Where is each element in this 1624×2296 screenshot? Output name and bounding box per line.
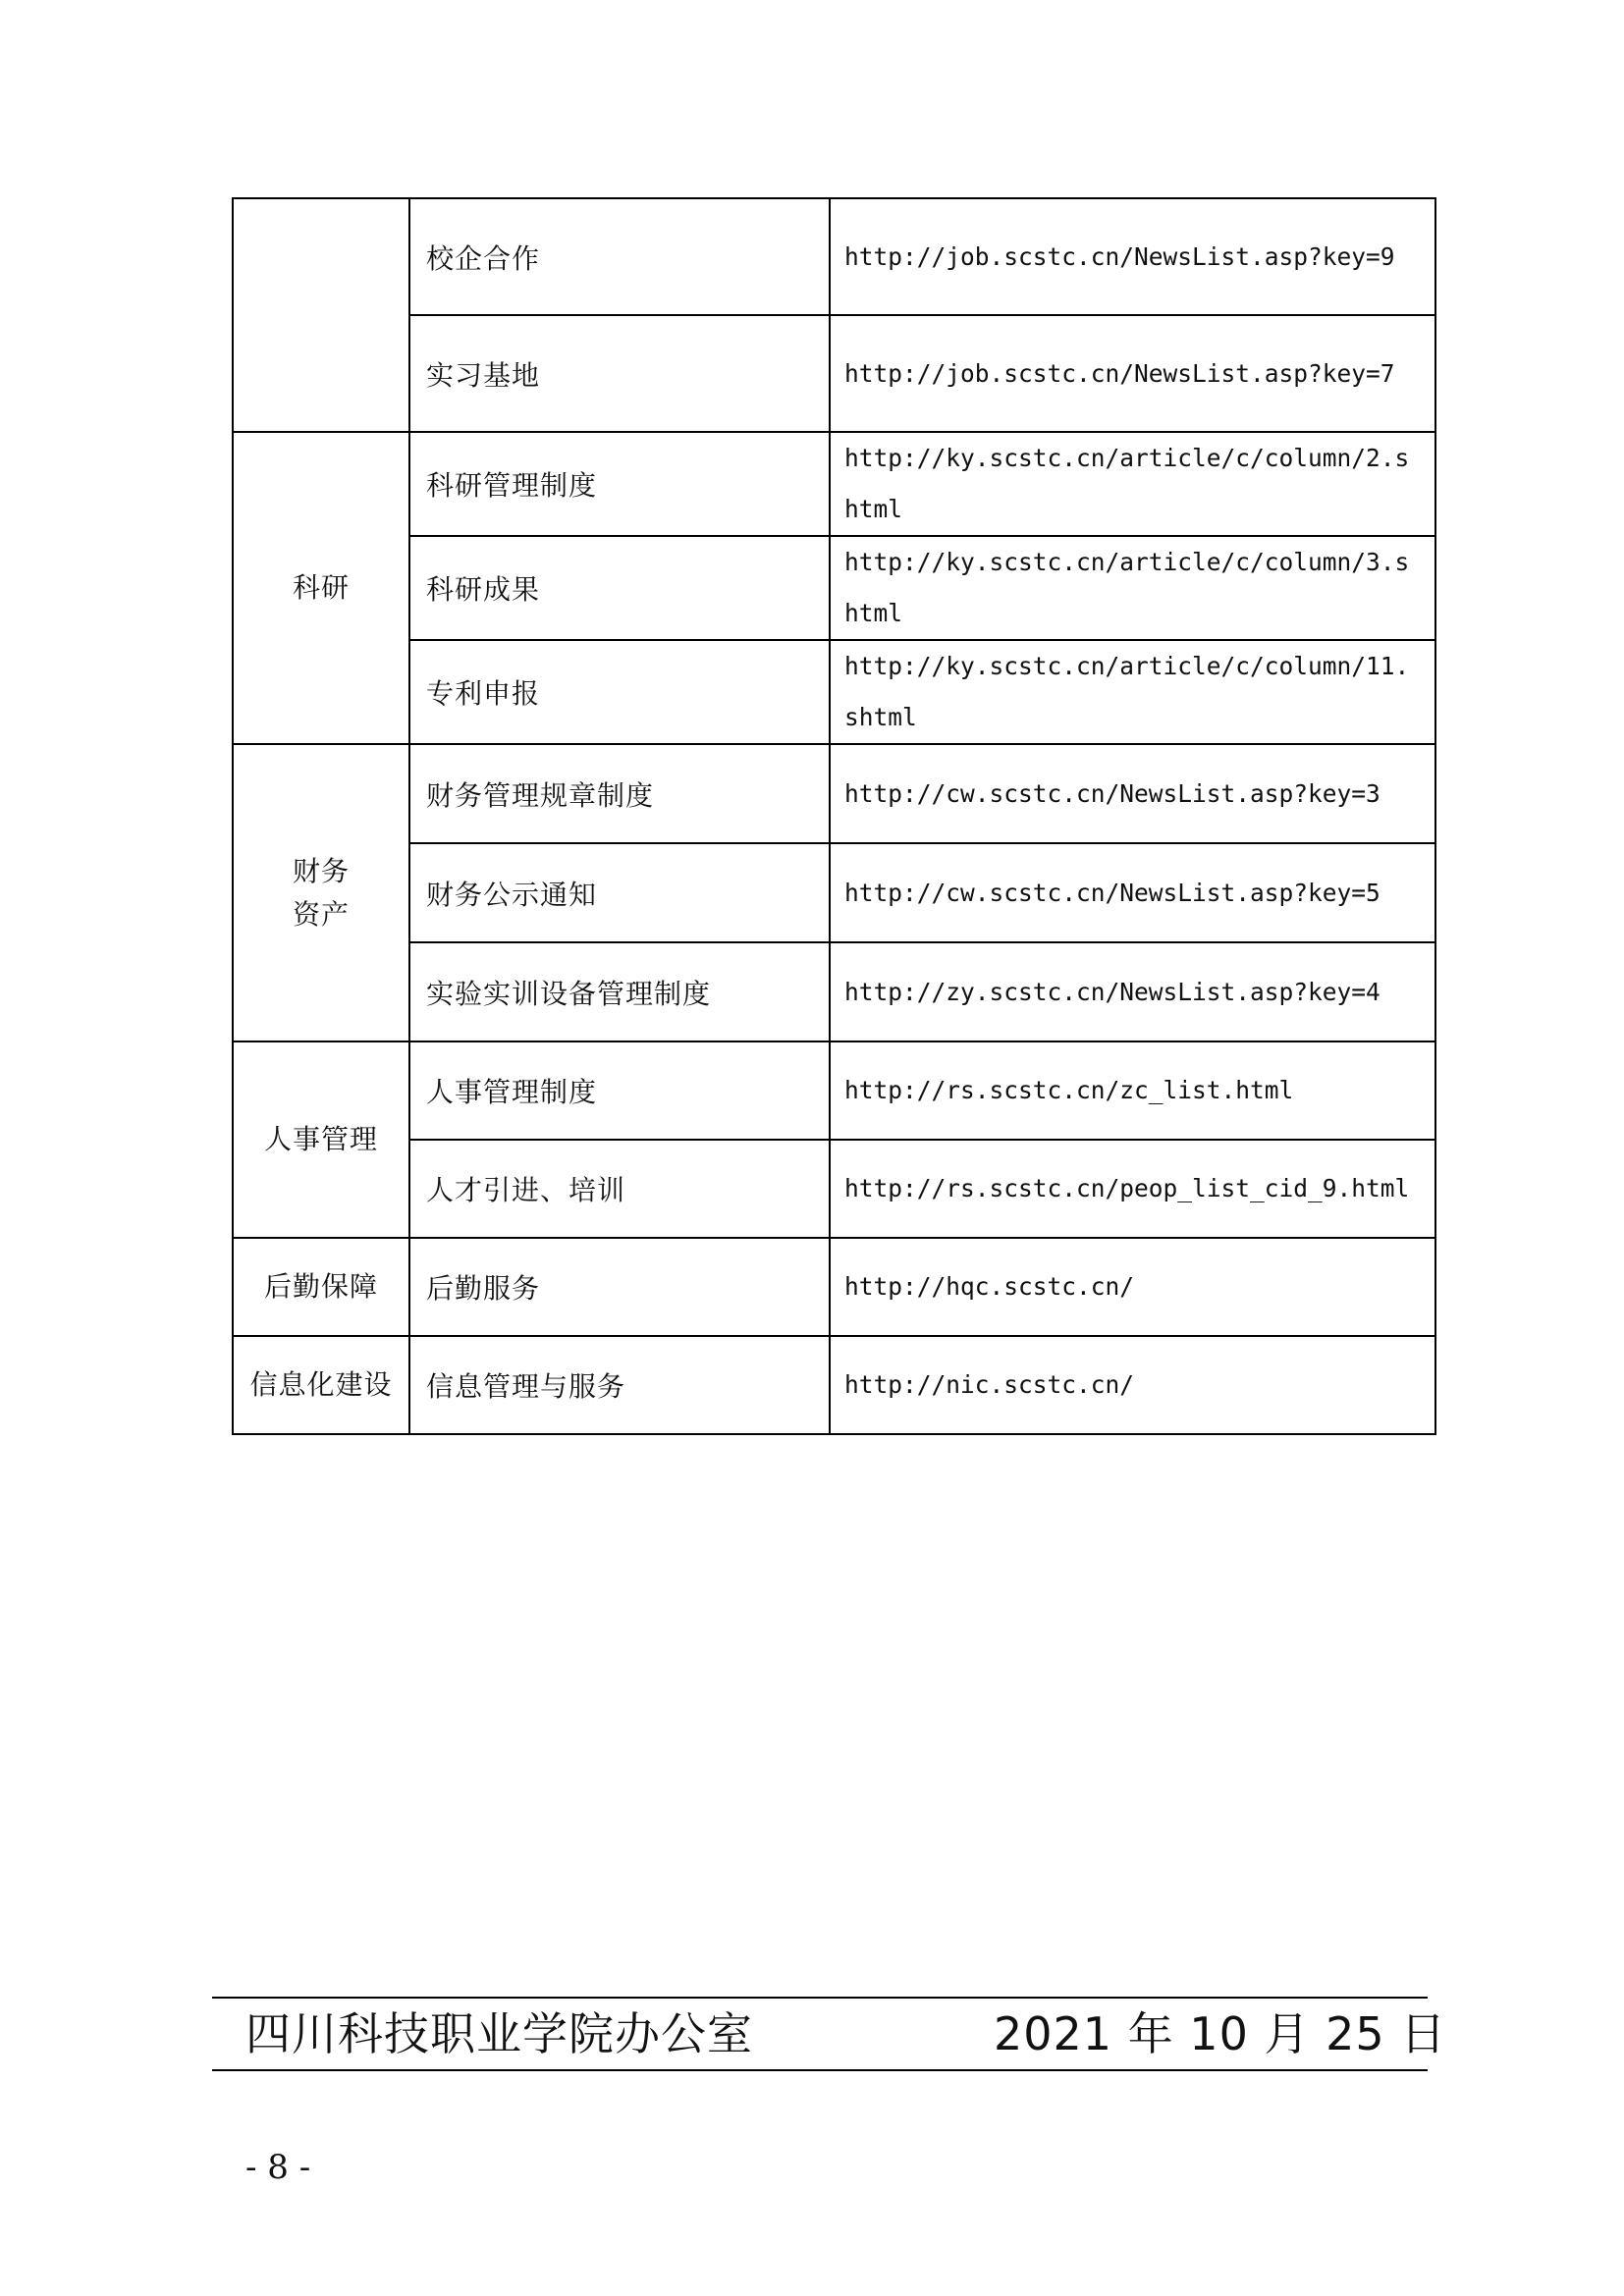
- page-number: - 8 -: [245, 2148, 311, 2187]
- table-row: [233, 536, 1435, 640]
- category-cell-hr: 人事管理: [233, 1041, 409, 1238]
- url-line[interactable]: http://hqc.scstc.cn/: [844, 1272, 1135, 1301]
- table-row: [233, 198, 1435, 315]
- url-cell[interactable]: [830, 640, 1435, 744]
- url-line[interactable]: http://rs.scstc.cn/zc_list.html: [844, 1076, 1294, 1104]
- url-line[interactable]: html: [844, 495, 903, 523]
- table-row: [233, 1336, 1435, 1434]
- url-line[interactable]: http://cw.scstc.cn/NewsList.asp?key=3: [844, 778, 1380, 808]
- item-cell: 校企合作: [409, 198, 830, 315]
- url-cell[interactable]: [830, 536, 1435, 640]
- url-cell[interactable]: [830, 432, 1435, 536]
- url-cell[interactable]: [830, 1336, 1435, 1434]
- url-line[interactable]: http://nic.scstc.cn/: [844, 1370, 1135, 1399]
- url-cell[interactable]: [830, 1140, 1435, 1238]
- table-row: [233, 744, 1435, 843]
- links-table: [232, 197, 1436, 1435]
- table-row: [233, 315, 1435, 432]
- footer-bottom-rule: [212, 2069, 1428, 2071]
- item-cell: 专利申报: [409, 640, 830, 744]
- category-cell-research: 科研: [233, 432, 409, 744]
- url-line[interactable]: http://job.scstc.cn/NewsList.asp?key=7: [844, 358, 1395, 388]
- table-row: [233, 1041, 1435, 1140]
- item-cell: 人事管理制度: [409, 1041, 830, 1140]
- item-cell: 科研管理制度: [409, 432, 830, 536]
- category-line: 财务: [292, 854, 350, 887]
- item-cell: 信息管理与服务: [409, 1336, 830, 1434]
- item-cell: 科研成果: [409, 536, 830, 640]
- url-line[interactable]: http://ky.scstc.cn/article/c/column/11.: [844, 652, 1410, 680]
- url-cell[interactable]: [830, 315, 1435, 432]
- table-row: [233, 843, 1435, 942]
- url-cell[interactable]: [830, 843, 1435, 942]
- url-cell[interactable]: [830, 198, 1435, 315]
- table-row: [233, 942, 1435, 1041]
- url-line[interactable]: http://ky.scstc.cn/article/c/column/2.s: [844, 444, 1410, 472]
- url-line[interactable]: http://cw.scstc.cn/NewsList.asp?key=5: [844, 878, 1380, 907]
- url-cell[interactable]: [830, 1238, 1435, 1336]
- footer-date: 2021 年 10 月 25 日: [994, 2007, 1447, 2060]
- table-row: [233, 640, 1435, 744]
- url-line[interactable]: http://rs.scstc.cn/peop_list_cid_9.html: [844, 1174, 1410, 1202]
- item-cell: 实习基地: [409, 315, 830, 432]
- footer-top-rule: [212, 1997, 1428, 1999]
- url-line[interactable]: shtml: [844, 703, 917, 731]
- table-row: [233, 432, 1435, 536]
- url-line[interactable]: http://job.scstc.cn/NewsList.asp?key=9: [844, 241, 1395, 271]
- item-cell: 财务管理规章制度: [409, 744, 830, 843]
- category-cell-logistics: 后勤保障: [233, 1238, 409, 1336]
- item-cell: 实验实训设备管理制度: [409, 942, 830, 1041]
- url-line[interactable]: html: [844, 599, 903, 627]
- footer-organization: 四川科技职业学院办公室: [245, 2007, 753, 2060]
- category-cell-it: 信息化建设: [233, 1336, 409, 1434]
- table-row: [233, 1238, 1435, 1336]
- url-cell[interactable]: [830, 942, 1435, 1041]
- category-cell-empty: [233, 198, 409, 432]
- table-row: [233, 1140, 1435, 1238]
- url-cell[interactable]: [830, 1041, 1435, 1140]
- url-cell[interactable]: [830, 744, 1435, 843]
- item-cell: 人才引进、培训: [409, 1140, 830, 1238]
- item-cell: 财务公示通知: [409, 843, 830, 942]
- category-line: 资产: [292, 897, 350, 931]
- url-line[interactable]: http://ky.scstc.cn/article/c/column/3.s: [844, 548, 1410, 576]
- category-cell-finance: [233, 744, 409, 1041]
- item-cell: 后勤服务: [409, 1238, 830, 1336]
- url-line[interactable]: http://zy.scstc.cn/NewsList.asp?key=4: [844, 977, 1380, 1006]
